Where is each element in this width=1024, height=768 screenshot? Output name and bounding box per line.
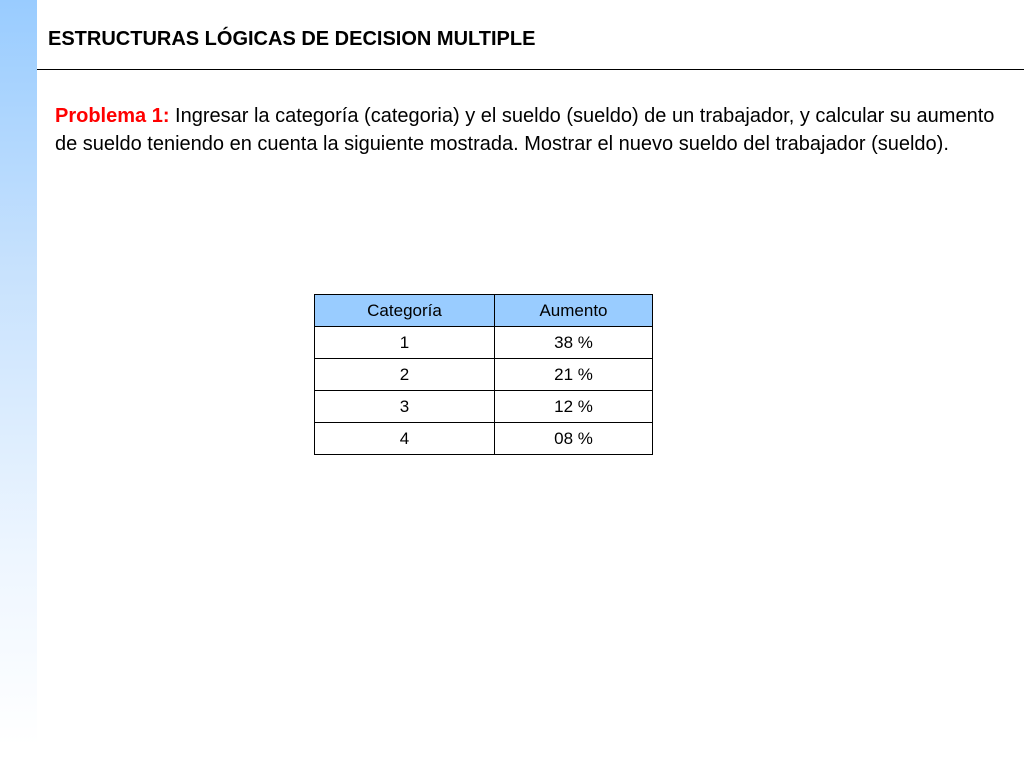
header-aumento: Aumento [495, 295, 653, 327]
side-gradient-bar [0, 0, 37, 745]
cell-categoria: 3 [315, 391, 495, 423]
cell-categoria: 4 [315, 423, 495, 455]
raise-table [314, 294, 653, 455]
table-row [315, 327, 653, 359]
slide-title: ESTRUCTURAS LÓGICAS DE DECISION MULTIPLE [48, 28, 536, 50]
cell-aumento: 12 % [495, 391, 653, 423]
cell-aumento: 38 % [495, 327, 653, 359]
cell-aumento: 08 % [495, 423, 653, 455]
table-row [315, 423, 653, 455]
problem-statement [55, 102, 1000, 158]
cell-categoria: 1 [315, 327, 495, 359]
header-categoria: Categoría [315, 295, 495, 327]
title-divider [37, 69, 1024, 70]
cell-aumento: 21 % [495, 359, 653, 391]
table-header-row [315, 295, 653, 327]
problem-label: Problema 1: [55, 105, 170, 127]
problem-text: Ingresar la categoría (categoria) y el sueldo (sueldo) de un trabajador, y calcular su aumento de sueldo teniendo en cuenta la siguiente mostrada. Mostrar el nuevo sueldo del trabajador (sueldo). [55, 105, 995, 155]
table-row [315, 359, 653, 391]
cell-categoria: 2 [315, 359, 495, 391]
table-row [315, 391, 653, 423]
